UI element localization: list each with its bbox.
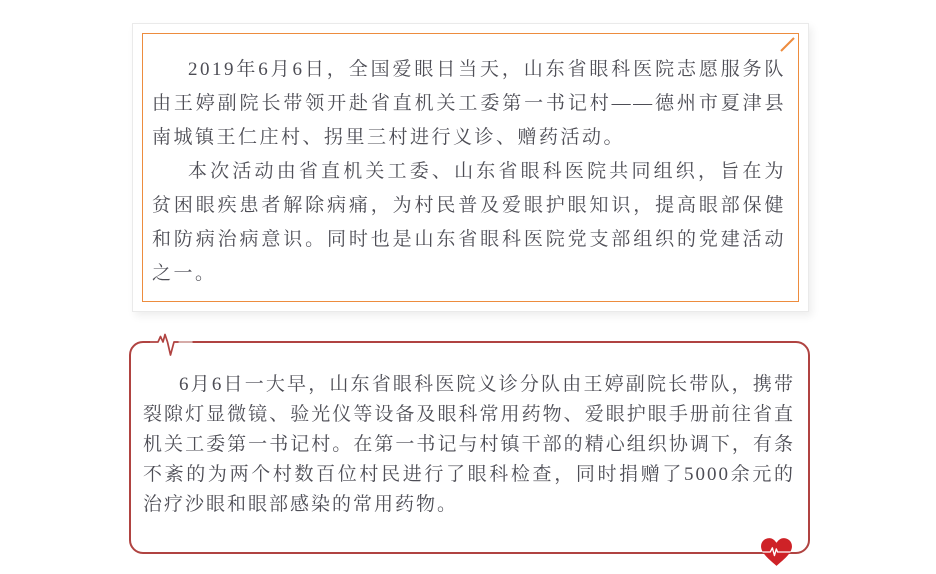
intro-text-block	[143, 34, 798, 301]
detail-paragraph-1: 6月6日一大早，山东省眼科医院义诊分队由王婷副院长带队，携带裂隙灯显微镜、验光仪等设备及眼科常用药物、爱眼护眼手册前往省直机关工委第一书记村。在第一书记与村镇干部的精心组织协调下，有条不紊的为两个村数百位村民进行了眼科检查，同时捐赠了5000余元的治疗沙眼和眼部感染的常用药物。	[143, 374, 795, 515]
orange-frame	[142, 33, 799, 302]
intro-card	[132, 23, 809, 312]
ecg-pulse-icon	[147, 333, 197, 363]
heart-ecg-icon	[760, 537, 793, 568]
intro-paragraph-1: 2019年6月6日，全国爱眼日当天，山东省眼科医院志愿服务队由王婷副院长带领开赴省直机关工委第一书记村——德州市夏津县南城镇王仁庄村、拐里三村进行义诊、赠药活动。	[152, 59, 786, 148]
detail-text-block	[131, 343, 808, 520]
intro-paragraph-2: 本次活动由省直机关工委、山东省眼科医院共同组织，旨在为贫困眼疾患者解除病痛，为村民普及爱眼护眼知识，提高眼部保健和防病治病意识。同时也是山东省眼科医院党支部组织的党建活动之一。	[152, 161, 786, 284]
detail-card	[129, 341, 810, 554]
